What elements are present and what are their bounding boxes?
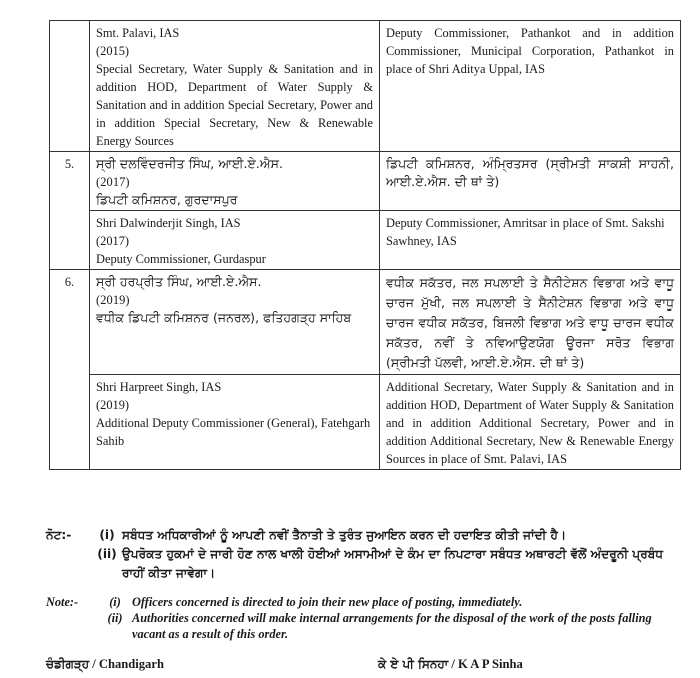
- officer-batch: (2017): [96, 234, 130, 248]
- officer-cell-en: [90, 375, 380, 470]
- officer-name: Smt. Palavi, IAS: [96, 26, 180, 40]
- serial-number: 6.: [50, 270, 90, 470]
- officer-batch: (2017): [96, 175, 130, 189]
- officer-batch: (2015): [96, 44, 130, 58]
- place-of-issue: [46, 657, 164, 672]
- officer-name: Shri Harpreet Singh, IAS: [96, 380, 222, 394]
- officer-current-posting: ਵਧੀਕ ਡਿਪਟੀ ਕਮਿਸ਼ਨਰ (ਜਨਰਲ), ਫਤਿਹਗੜ੍ਹ ਸਾਹਿਬ: [96, 310, 352, 325]
- new-posting-cell-en: Deputy Commissioner, Amritsar in place of Smt. Sakshi Sawhney, IAS: [380, 211, 681, 270]
- new-posting-cell-pa: ਵਧੀਕ ਸਕੱਤਰ, ਜਲ ਸਪਲਾਈ ਤੇ ਸੈਨੀਟੇਸ਼ਨ ਵਿਭਾਗ ਅਤੇ ਵਾਧੂ ਚਾਰਜ ਮੁੱਖੀ, ਜਲ ਸਪਲਾਈ ਤੇ ਸੈਨੀਟੇਸ਼ਨ ਵਿਭਾਗ ਅਤੇ ਵਾਧੂ ਚਾਰਜ ਵਧੀਕ ਸਕੱਤਰ, ਬਿਜਲੀ ਵਿਭਾਗ ਅਤੇ ਵਾਧੂ ਚਾਰਜ ਵਧੀਕ ਸਕੱਤਰ, ਨਵੀਂ ਤੇ ਨਵਿਆਉਣਯੋਗ ਊਰਜਾ ਸਰੋਤ ਵਿਭਾਗ (ਸ੍ਰੀਮਤੀ ਪੱਲਵੀ, ਆਈ.ਏ.ਐਸ. ਦੀ ਥਾਂ ਤੇ): [380, 270, 681, 375]
- new-posting-cell-en: Additional Secretary, Water Supply & Sanitation and in addition HOD, Department of Water Supply & Sanitation and in addition Additional Secretary, Power and in addition Additional Secretary, New & Renewable Energy Sources in place of Smt. Palavi, IAS: [380, 375, 681, 470]
- note-item-text: ਸਬੰਧਤ ਅਧਿਕਾਰੀਆਂ ਨੂੰ ਆਪਣੀ ਨਵੀਂ ਤੈਨਾਤੀ ਤੇ ਤੁਰੰਤ ਜੁਆਇਨ ਕਰਨ ਦੀ ਹਦਾਇਤ ਕੀਤੀ ਜਾਂਦੀ ਹੈ।: [122, 528, 567, 542]
- place-punjabi: ਚੰਡੀਗੜ੍ਹ: [46, 657, 90, 671]
- note-label: ਨੋਟ:-: [46, 528, 72, 542]
- transfer-orders-table: [49, 20, 681, 470]
- officer-current-posting: Additional Deputy Commissioner (General), Fatehgarh Sahib: [96, 416, 371, 448]
- note-item-marker: (ii): [97, 547, 117, 561]
- note-item-marker: (ii): [107, 611, 123, 625]
- table-row: [50, 211, 681, 270]
- officer-current-posting: ਡਿਪਟੀ ਕਮਿਸ਼ਨਰ, ਗੁਰਦਾਸਪੁਰ: [96, 192, 238, 207]
- signatory: [378, 657, 523, 672]
- table-row: [50, 21, 681, 152]
- officer-name: ਸ੍ਰੀ ਹਰਪ੍ਰੀਤ ਸਿੰਘ, ਆਈ.ਏ.ਐਸ.: [96, 274, 262, 289]
- note-item-text: ਉਪਰੋਕਤ ਹੁਕਮਾਂ ਦੇ ਜਾਰੀ ਹੋਣ ਨਾਲ ਖਾਲੀ ਹੋਈਆਂ ਅਸਾਮੀਆਂ ਦੇ ਕੰਮ ਦਾ ਨਿਪਟਾਰਾ ਸਬੰਧਤ ਅਥਾਰਟੀ ਵੱਲੋਂ ਅੰਦਰੂਨੀ ਪ੍ਰਬੰਧ ਰਾਹੀਂ ਕੀਤਾ ਜਾਵੇਗਾ।: [122, 547, 664, 580]
- officer-current-posting: Deputy Commissioner, Gurdaspur: [96, 252, 266, 266]
- note-item-text: Authorities concerned will make internal arrangements for the disposal of the work of the posts falling vacant as a result of this order.: [132, 611, 652, 641]
- officer-current-posting: Special Secretary, Water Supply & Sanitation and in addition HOD, Department of Water Supply & Sanitation and in addition Special Secretary, Power and in addition Special Secretary, New & Renewable Energy Sources: [96, 62, 373, 148]
- place-separator: /: [89, 657, 99, 671]
- table-row: [50, 270, 681, 375]
- officer-batch: (2019): [96, 398, 130, 412]
- signatory-english: K A P Sinha: [458, 657, 523, 671]
- place-english: Chandigarh: [98, 657, 164, 671]
- serial-number: [50, 21, 90, 152]
- officer-batch: (2019): [96, 293, 130, 307]
- officer-name: Shri Dalwinderjit Singh, IAS: [96, 216, 241, 230]
- table-row: [50, 375, 681, 470]
- officer-cell-pa: [90, 152, 380, 211]
- note-item-marker: (i): [99, 528, 115, 542]
- note-label: Note:-: [46, 595, 79, 609]
- signatory-punjabi: ਕੇ ਏ ਪੀ ਸਿਨਹਾ: [378, 657, 449, 671]
- new-posting-cell-en: Deputy Commissioner, Pathankot and in addition Commissioner, Municipal Corporation, Pathankot in place of Shri Aditya Uppal, IAS: [380, 21, 681, 152]
- officer-name: ਸ੍ਰੀ ਦਲਵਿੰਦਰਜੀਤ ਸਿੰਘ, ਆਈ.ਏ.ਐਸ.: [96, 156, 284, 171]
- table-row: [50, 152, 681, 211]
- new-posting-cell-pa: ਡਿਪਟੀ ਕਮਿਸ਼ਨਰ, ਅੰਮ੍ਰਿਤਸਰ (ਸ੍ਰੀਮਤੀ ਸਾਕਸ਼ੀ ਸਾਹਨੀ, ਆਈ.ਏ.ਐਸ. ਦੀ ਥਾਂ ਤੇ): [380, 152, 681, 211]
- note-item-marker: (i): [109, 595, 121, 609]
- officer-cell-en: [90, 211, 380, 270]
- serial-number: 5.: [50, 152, 90, 270]
- officer-cell-en: [90, 21, 380, 152]
- note-item-text: Officers concerned is directed to join their new place of posting, immediately.: [132, 595, 523, 609]
- signatory-separator: /: [448, 657, 459, 671]
- officer-cell-pa: [90, 270, 380, 375]
